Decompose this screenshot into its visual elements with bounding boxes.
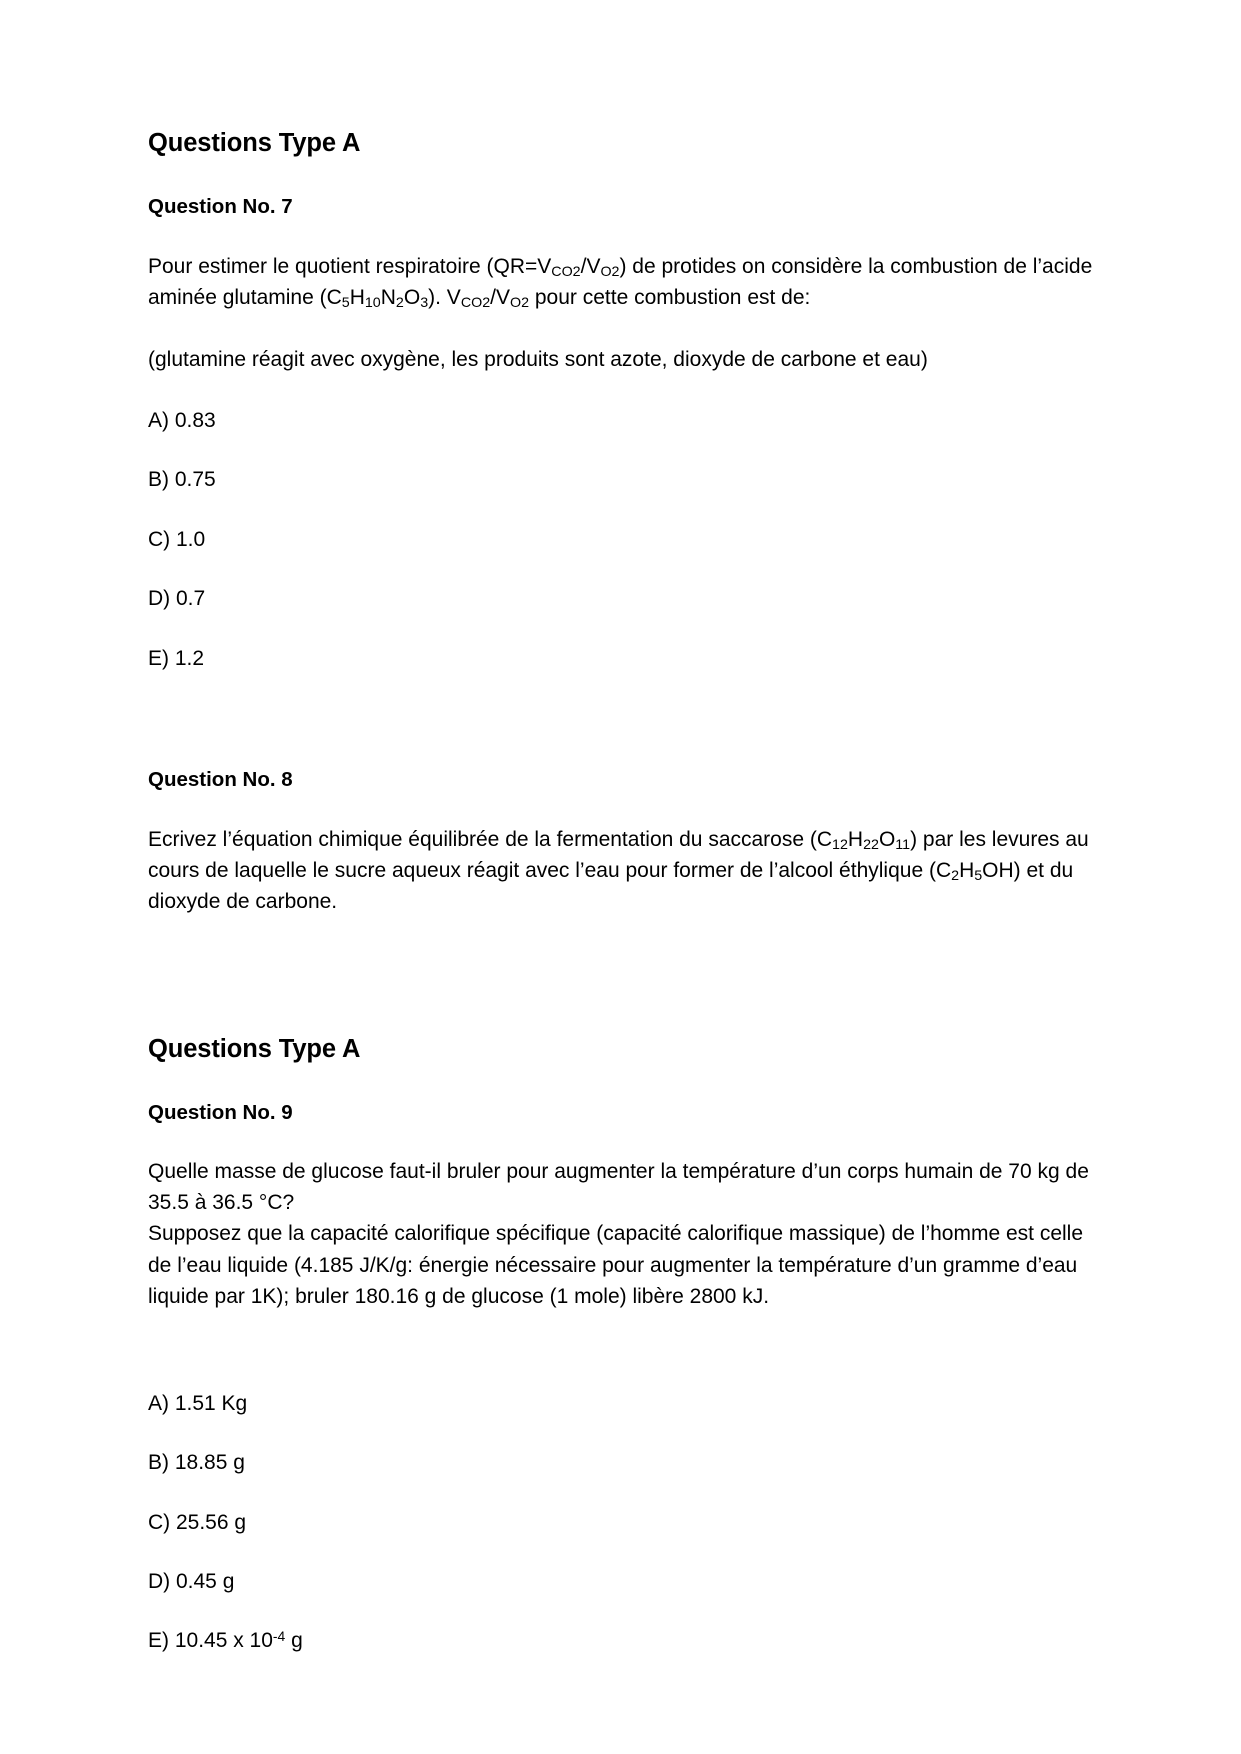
q7-sub-co2-b: CO2 <box>460 295 491 312</box>
q7-sub-o2-a: O2 <box>600 264 620 281</box>
question-9-body-line-1: Quelle masse de glucose faut-il bruler pour augmenter la température d’un corps humain de 70 kg de 35.5 à 36.5 °C? <box>148 1160 1089 1215</box>
q8-text-mid-2: O <box>878 827 896 851</box>
question-label-9: Question No. 9 <box>148 1100 293 1124</box>
q8-text-mid-3: ) par les levures au cours de laquelle le sucre aqueux réagit avec l’eau pour former de l’alcool éthylique (C <box>148 827 1089 882</box>
q8-sub-sucrose-o: 11 <box>895 837 911 854</box>
q7-text-mid-3: H <box>349 285 365 309</box>
option-9-a[interactable]: A) 1.51 Kg <box>148 1391 248 1415</box>
q7-text-suffix: pour cette combustion est de: <box>529 285 811 309</box>
q8-text-suffix: OH) et du dioxyde de carbone. <box>148 858 1074 913</box>
option-9-e[interactable] <box>148 1626 1093 1656</box>
q7-text-mid-4: N <box>380 285 396 309</box>
option-9-b[interactable]: B) 18.85 g <box>148 1451 245 1475</box>
q7-text-mid-5: O <box>403 285 421 309</box>
option-9-c[interactable]: C) 25.56 g <box>148 1510 247 1534</box>
q8-text-prefix: Ecrivez l’équation chimique équilibrée de la fermentation du saccarose (C <box>148 827 833 851</box>
question-7-body <box>148 251 1093 313</box>
q7-sub-glutamine-c: 5 <box>341 295 350 312</box>
option-9-e-suffix: g <box>285 1629 303 1653</box>
option-9-e-prefix: E) 10.45 x 10 <box>148 1629 273 1653</box>
option-9-e-exponent: -4 <box>272 1627 286 1644</box>
section-title-one: Questions Type A <box>148 129 361 157</box>
q7-sub-o2-b: O2 <box>510 295 530 312</box>
q7-sub-co2-a: CO2 <box>551 264 581 281</box>
q8-sub-sucrose-h: 22 <box>863 837 879 854</box>
q7-text-prefix: Pour estimer le quotient respiratoire (QR=V <box>148 254 552 278</box>
document-content <box>148 128 1093 1657</box>
question-8-body <box>148 824 1093 917</box>
option-9-d[interactable]: D) 0.45 g <box>148 1570 235 1594</box>
question-7-note: (glutamine réagit avec oxygène, les produits sont azote, dioxyde de carbone et eau) <box>148 347 928 371</box>
q8-text-mid-1: H <box>847 827 864 851</box>
option-7-e[interactable]: E) 1.2 <box>148 646 205 670</box>
option-7-d[interactable]: D) 0.7 <box>148 587 206 611</box>
q8-sub-ethanol-c: 2 <box>951 868 960 885</box>
option-9-e-text <box>148 1629 303 1652</box>
question-label-8: Question No. 8 <box>148 767 293 791</box>
q7-sub-glutamine-o: 3 <box>420 295 429 312</box>
question-9-body-line-2: Supposez que la capacité calorifique spécifique (capacité calorifique massique) de l’homme est celle de l’eau liquide (4.185 J/K/g: énergie nécessaire pour augmenter la température d’un gramme d’eau liquide par 1K); bruler 180.16 g de glucose (1 mole) libère 2800 kJ. <box>148 1222 1084 1308</box>
spacer-before-options-9 <box>148 1343 1093 1389</box>
q7-sub-glutamine-n: 2 <box>395 295 404 312</box>
spacer-after-question-8 <box>148 948 1093 1034</box>
q7-text-mid-1: /V <box>580 254 601 278</box>
option-7-b[interactable]: B) 0.75 <box>148 468 216 492</box>
option-7-a[interactable]: A) 0.83 <box>148 408 216 432</box>
q7-sub-glutamine-h: 10 <box>364 295 381 312</box>
option-7-c[interactable]: C) 1.0 <box>148 527 206 551</box>
q7-text-mid-7: /V <box>490 285 510 309</box>
q7-text-mid-6: ). V <box>428 285 461 309</box>
section-title-two: Questions Type A <box>148 1034 361 1063</box>
question-label-7: Question No. 7 <box>148 194 293 218</box>
q8-sub-ethanol-h: 5 <box>974 868 983 885</box>
q7-text-mid-2: ) de protides on considère la combustion de l’acide aminée glutamine (C <box>148 254 1093 309</box>
q8-text-mid-4: H <box>959 858 975 882</box>
q8-sub-sucrose-c: 12 <box>832 837 848 854</box>
spacer-after-question-7 <box>148 703 1093 767</box>
